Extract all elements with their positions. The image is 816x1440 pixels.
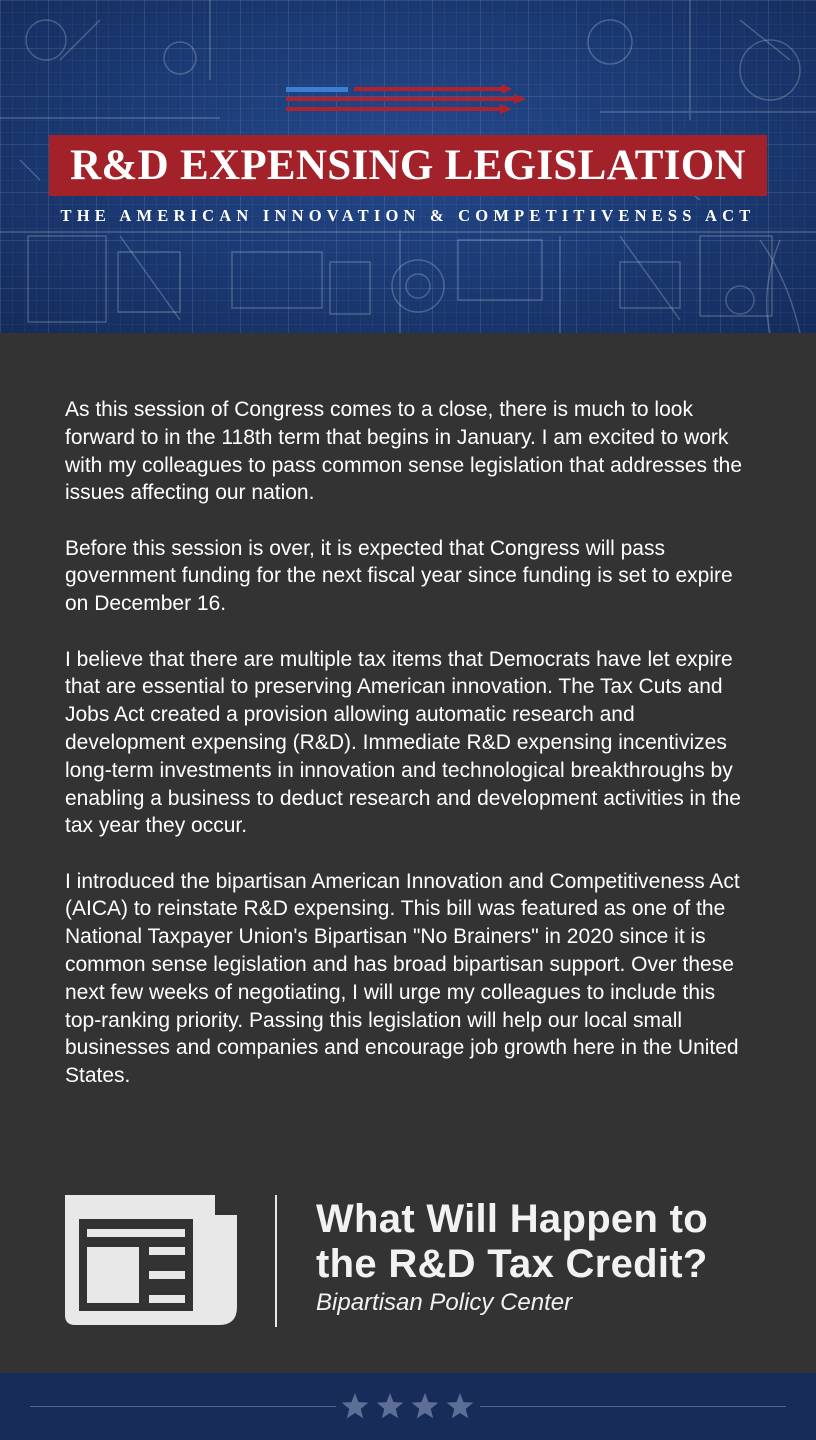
footer-divider-left <box>30 1406 336 1407</box>
title-banner <box>49 135 767 196</box>
page-title: R&D EXPENSING LEGISLATION <box>70 142 746 189</box>
divider <box>275 1195 277 1327</box>
resource-source: Bipartisan Policy Center <box>316 1289 573 1316</box>
star-icon <box>412 1393 439 1418</box>
article-paragraph: Before this session is over, it is expected that Congress will pass government funding for the next fiscal year since funding is set to expire on December 16. <box>65 536 733 616</box>
footer <box>0 1373 816 1440</box>
newspaper-icon <box>65 1195 237 1325</box>
star-icon <box>342 1393 369 1418</box>
footer-divider-right <box>480 1406 786 1407</box>
article-paragraph: As this session of Congress comes to a close, there is much to look forward to in the 118th term that begins in January. I am excited to work with my colleagues to pass common sense legislation that addresses the issues affecting our nation. <box>65 398 743 505</box>
star-icon <box>377 1393 404 1418</box>
resource-title-link[interactable]: What Will Happen to the R&D Tax Credit? <box>316 1197 708 1286</box>
star-icon <box>447 1393 474 1418</box>
footer-stars <box>340 1389 476 1423</box>
header-banner <box>0 0 816 333</box>
flag-arrows-icon <box>284 84 534 116</box>
article-paragraph: I introduced the bipartisan American Innovation and Competitiveness Act (AICA) to reinstate R&D expensing. This bill was featured as one of the National Taxpayer Union's Bipartisan "No Brainers" in 2020 since it is common sense legislation and has broad bipartisan support. Over these next few weeks of negotiating, I will urge my colleagues to include this top-ranking priority. Passing this legislation will help our local small businesses and companies and encourage job growth here in the United States. <box>65 869 740 1088</box>
page-subtitle: THE AMERICAN INNOVATION & COMPETITIVENESS ACT <box>60 206 756 225</box>
article-body <box>65 396 755 1118</box>
resource-link-block[interactable] <box>65 1195 765 1327</box>
article-paragraph: I believe that there are multiple tax items that Democrats have let expire that are essential to preserving American innovation. The Tax Cuts and Jobs Act created a provision allowing automatic research and development expensing (R&D). Immediate R&D expensing incentivizes long-term investments in innovation and technological breakthroughs by enabling a business to deduct research and development activities in the tax year they occur. <box>65 647 741 838</box>
